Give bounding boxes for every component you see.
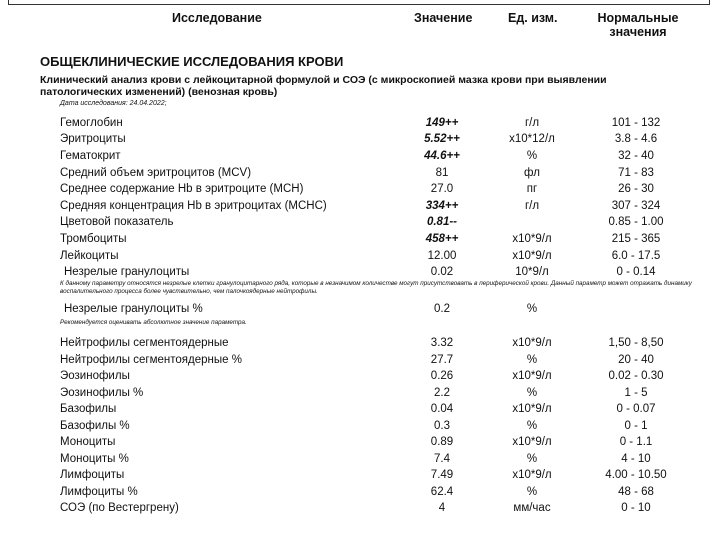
- row-value: 149++: [425, 117, 459, 129]
- table-row: [0, 214, 720, 230]
- row-name: Средняя концентрация Hb в эритроцитах (MCHC): [60, 200, 327, 212]
- row-name: Эритроциты: [60, 133, 126, 145]
- row-unit: пг: [526, 183, 538, 195]
- row-value: 44.6++: [424, 150, 460, 162]
- table-row: [0, 231, 720, 247]
- row-norm: 307 - 324: [611, 200, 661, 212]
- row-unit: x10*9/л: [512, 233, 552, 245]
- row-value: 7.4: [434, 453, 450, 465]
- row-unit: 10*9/л: [515, 266, 549, 278]
- row-norm: 215 - 365: [611, 233, 661, 245]
- row-norm: 20 - 40: [618, 354, 654, 366]
- row-unit: x10*12/л: [509, 133, 555, 145]
- row-norm: 0 - 0.14: [616, 266, 656, 278]
- row-name: Тромбоциты: [60, 233, 127, 245]
- row-norm: 0 - 10: [621, 502, 651, 514]
- row-norm: 6.0 - 17.5: [611, 250, 661, 262]
- column-header-value: Значение: [414, 11, 473, 25]
- row-unit: x10*9/л: [512, 370, 552, 382]
- table-row: [0, 434, 720, 450]
- row-name: Эозинофилы: [60, 370, 130, 382]
- row-value: 458++: [425, 233, 459, 245]
- table-row: [0, 451, 720, 467]
- table-row: [0, 335, 720, 351]
- row-value: 4: [438, 502, 446, 514]
- row-name: Цветовой показатель: [60, 216, 174, 228]
- row-unit: x10*9/л: [512, 250, 552, 262]
- column-header-norm: Нормальные значения: [597, 11, 679, 39]
- column-header-unit: Ед. изм.: [508, 11, 558, 25]
- row-name: Средний объем эритроцитов (MCV): [60, 167, 252, 179]
- note-immature-granulocytes: К данному параметру относятся незрелые клетки гранулоцитарного ряда, которые в незначимом количестве могут присутствовать в периферической крови. Данный параметр может отражать динамику воспалительного процесса более чувствительно, чем палочкоядерные нейтрофилы.: [60, 280, 692, 295]
- row-value: 27.0: [430, 183, 454, 195]
- table-row: [0, 301, 720, 317]
- table-row: [0, 148, 720, 164]
- row-norm: 101 - 132: [611, 117, 661, 129]
- row-name: Лимфоциты: [60, 469, 125, 481]
- row-value: 0.02: [430, 266, 454, 278]
- row-value: 3.32: [430, 337, 454, 349]
- row-name: СОЭ (по Вестергрену): [60, 502, 179, 514]
- study-date: Дата исследования: 24.04.2022;: [60, 100, 167, 107]
- row-norm: 32 - 40: [618, 150, 654, 162]
- section-title: ОБЩЕКЛИНИЧЕСКИЕ ИССЛЕДОВАНИЯ КРОВИ: [40, 54, 344, 69]
- table-row: [0, 264, 720, 280]
- test-title: Клинический анализ крови с лейкоцитарной формулой и СОЭ (с микроскопией мазка крови при выявлении патологических изменений) (венозная кровь): [40, 74, 607, 98]
- table-row: [0, 401, 720, 417]
- row-norm: 1 - 5: [624, 387, 648, 399]
- row-value: 62.4: [430, 486, 454, 498]
- row-norm: 4 - 10: [621, 453, 651, 465]
- table-row: [0, 500, 720, 516]
- table-row: [0, 115, 720, 131]
- table-row: [0, 484, 720, 500]
- row-unit: %: [526, 387, 538, 399]
- row-unit: %: [526, 486, 538, 498]
- table-row: [0, 248, 720, 264]
- row-name: Моноциты %: [60, 453, 129, 465]
- row-unit: г/л: [524, 117, 540, 129]
- row-unit: %: [526, 150, 538, 162]
- row-norm: 0.85 - 1.00: [608, 216, 664, 228]
- row-name: Незрелые гранулоциты: [64, 266, 190, 278]
- row-norm: 48 - 68: [618, 486, 654, 498]
- page-top-frame: [8, 0, 710, 5]
- row-value: 12.00: [427, 250, 457, 262]
- row-norm: 0 - 0.07: [616, 403, 656, 415]
- row-value: 2.2: [434, 387, 450, 399]
- row-unit: г/л: [524, 200, 540, 212]
- row-unit: x10*9/л: [512, 469, 552, 481]
- row-unit: %: [526, 354, 538, 366]
- row-name: Нейтрофилы сегментоядерные: [60, 337, 229, 349]
- row-value: 0.2: [434, 303, 450, 315]
- row-norm: 4.00 - 10.50: [605, 469, 667, 481]
- row-unit: %: [526, 303, 538, 315]
- row-value: 7.49: [430, 469, 454, 481]
- row-name: Гемоглобин: [60, 117, 123, 129]
- row-name: Нейтрофилы сегментоядерные %: [60, 354, 242, 366]
- row-name: Базофилы: [60, 403, 117, 415]
- row-norm: 0 - 1: [624, 420, 648, 432]
- row-name: Гематокрит: [60, 150, 121, 162]
- row-name: Среднее содержание Hb в эритроците (MCH): [60, 183, 304, 195]
- row-value: 0.81--: [426, 216, 458, 228]
- row-unit: фл: [524, 167, 540, 179]
- table-row: [0, 385, 720, 401]
- row-norm: 1,50 - 8,50: [608, 337, 664, 349]
- row-value: 5.52++: [424, 133, 460, 145]
- row-value: 0.26: [430, 370, 454, 382]
- row-value: 81: [435, 167, 449, 179]
- column-header-study: Исследование: [172, 11, 262, 25]
- table-row: [0, 131, 720, 147]
- row-name: Лимфоциты %: [60, 486, 138, 498]
- row-name: Моноциты: [60, 436, 116, 448]
- row-unit: мм/час: [513, 502, 551, 514]
- row-value: 334++: [425, 200, 459, 212]
- table-row: [0, 418, 720, 434]
- row-name: Незрелые гранулоциты %: [64, 303, 203, 315]
- note-immature-granulocytes-pct: Рекомендуется оценивать абсолютное значение параметра.: [60, 319, 247, 326]
- row-value: 27.7: [430, 354, 454, 366]
- row-unit: %: [526, 453, 538, 465]
- row-value: 0.89: [430, 436, 454, 448]
- table-row: [0, 181, 720, 197]
- row-name: Лейкоциты: [60, 250, 119, 262]
- row-unit: x10*9/л: [512, 337, 552, 349]
- table-row: [0, 467, 720, 483]
- row-value: 0.3: [434, 420, 450, 432]
- row-name: Эозинофилы %: [60, 387, 144, 399]
- row-name: Базофилы %: [60, 420, 130, 432]
- table-row: [0, 352, 720, 368]
- row-norm: 3.8 - 4.6: [614, 133, 658, 145]
- row-norm: 0 - 1.1: [619, 436, 653, 448]
- row-value: 0.04: [430, 403, 454, 415]
- row-unit: x10*9/л: [512, 403, 552, 415]
- table-row: [0, 198, 720, 214]
- table-row: [0, 368, 720, 384]
- row-unit: %: [526, 420, 538, 432]
- row-norm: 0.02 - 0.30: [608, 370, 664, 382]
- row-norm: 26 - 30: [618, 183, 654, 195]
- row-unit: x10*9/л: [512, 436, 552, 448]
- row-norm: 71 - 83: [618, 167, 654, 179]
- table-row: [0, 165, 720, 181]
